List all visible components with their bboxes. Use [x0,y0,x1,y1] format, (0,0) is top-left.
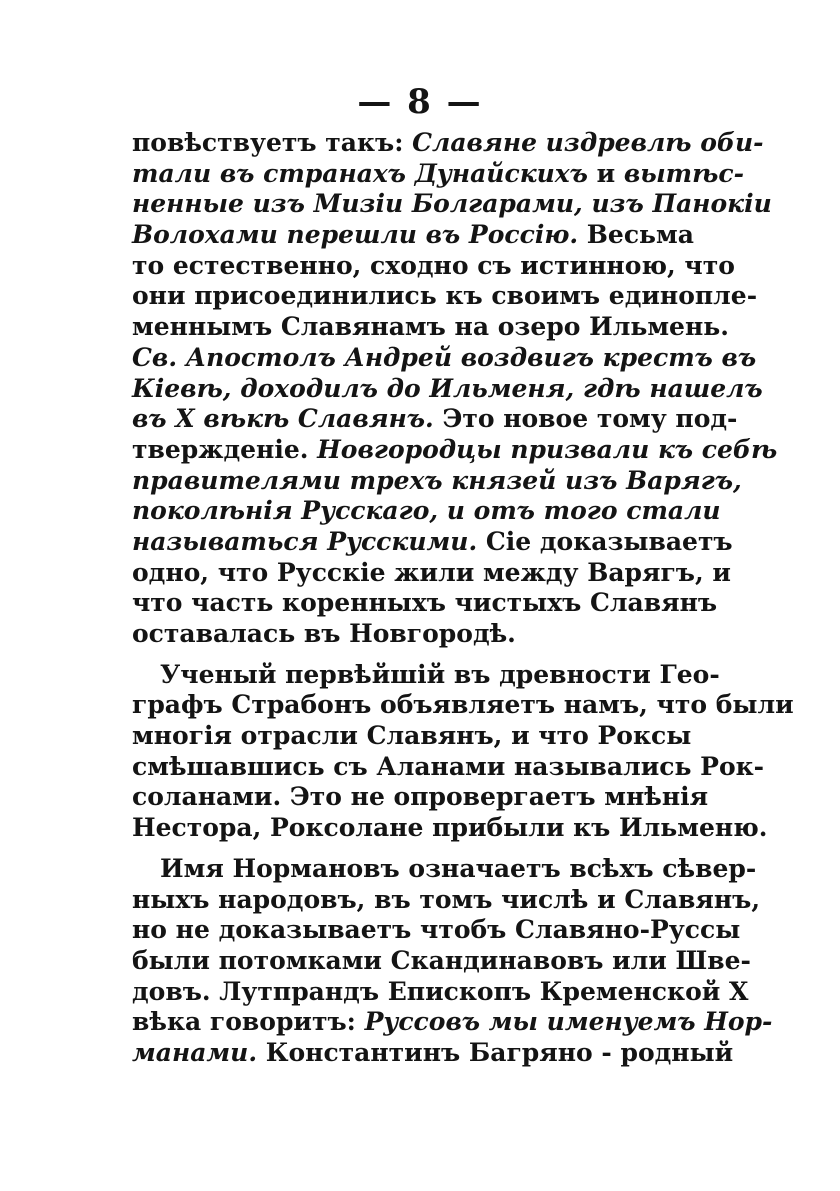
paragraph [132,659,794,844]
italic-text: Волохами перешли въ Россію. [132,220,587,250]
text-segment: то естественно, сходно съ истинною, что [132,250,735,280]
paragraph-gap [132,650,672,660]
text-line [132,128,764,159]
text-line [132,281,758,312]
text-segment: что часть коренныхъ чистыхъ Славянъ [132,588,718,618]
text-line [132,1007,773,1038]
italic-text: тали въ странахъ Дунайскихъ [132,158,597,188]
text-segment: Ученый первѣйшій въ древности Гео- [160,659,720,689]
text-segment: графъ Страбонъ объявляетъ намъ, что были [132,690,794,720]
text-segment: смѣшавшись съ Аланами назывались Рок- [132,751,765,781]
text-line [132,945,751,977]
text-line [132,220,694,251]
paragraph [132,853,773,1069]
text-line [132,853,757,885]
text-line [132,659,720,691]
italic-text: манами. [132,1037,266,1067]
text-line [132,404,738,435]
italic-text: Руссовъ мы именуемъ Нор- [364,1007,773,1037]
text-segment: Нестора, Роксолане прибыли къ Ильменю. [132,813,768,843]
text-line [132,496,721,527]
text-segment: оставалась въ Новгородѣ. [132,619,516,648]
text-line [132,915,741,946]
text-segment: соланами. Это не опровергаетъ мнѣнія [132,782,709,812]
text-line [132,619,672,650]
text-segment: но не доказываетъ чтобъ Славяно-Руссы [132,915,741,945]
italic-text: Новгородцы призвали къ себѣ [317,434,778,464]
text-line [132,465,742,497]
text-segment: повѣствуетъ такъ: [132,128,413,157]
italic-text: Св. Апостолъ Андрей воздвигъ крестъ въ [132,342,757,372]
italic-text: поколѣнія Русскаго, и отъ того стали [132,496,721,526]
text-line [132,312,729,343]
text-segment: Константинъ Багряно - родный [265,1037,734,1067]
text-line [132,884,761,916]
page-number: — 8 — [357,82,483,122]
italic-text: ненные изъ Мизіи Болгарами, изъ Панокіи [132,189,772,219]
text-segment: многія отрасли Славянъ, и что Роксы [132,721,692,751]
paragraph-gap [132,844,672,854]
text-line [132,751,765,783]
text-segment: они присоединились къ своимъ единопле- [132,281,758,311]
text-segment: меннымъ Славянамъ на озеро Ильмень. [132,312,729,342]
text-segment: Это новое тому под- [442,404,738,434]
text-line [132,557,731,589]
text-line [132,782,709,813]
text-line [132,434,778,466]
text-segment: вѣка говоритъ: [132,1007,365,1037]
italic-text: Кіевѣ, доходилъ до Ильменя, гдѣ нашелъ [132,373,763,403]
text-segment: одно, что Русскіе жили между Варягъ, и [132,557,731,587]
italic-text: Славяне издревлѣ оби- [412,128,764,157]
text-line [132,813,768,844]
text-line [132,189,772,220]
text-segment: твержденіе. [132,434,318,464]
text-line [132,1037,734,1069]
text-line [132,690,794,721]
text-segment: были потомками Скандинавовъ или Шве- [132,945,751,975]
text-line [132,373,763,405]
text-segment: Весьма [586,220,694,250]
paragraph [132,128,778,650]
text-line [132,721,692,752]
text-segment: Сіе доказываетъ [485,526,733,556]
text-segment: Имя Нормановъ означаетъ всѣхъ сѣвер- [160,853,757,883]
text-segment: довъ. Лутпрандъ Епископъ Кременской X [132,976,749,1006]
text-line [132,250,735,282]
text-line [132,526,733,558]
text-line [132,158,744,190]
text-line [132,588,718,619]
italic-text: вытѣс- [623,158,744,188]
italic-text: въ X вѣкѣ Славянъ. [132,404,443,434]
text-line [132,342,757,374]
body-text [132,128,794,1069]
text-segment: и [596,158,624,188]
text-segment: ныхъ народовъ, въ томъ числѣ и Славянъ, [132,884,761,914]
italic-text: правителями трехъ князей изъ Варягъ, [132,465,742,495]
italic-text: называться Русскими. [132,526,486,556]
text-line [132,976,749,1008]
